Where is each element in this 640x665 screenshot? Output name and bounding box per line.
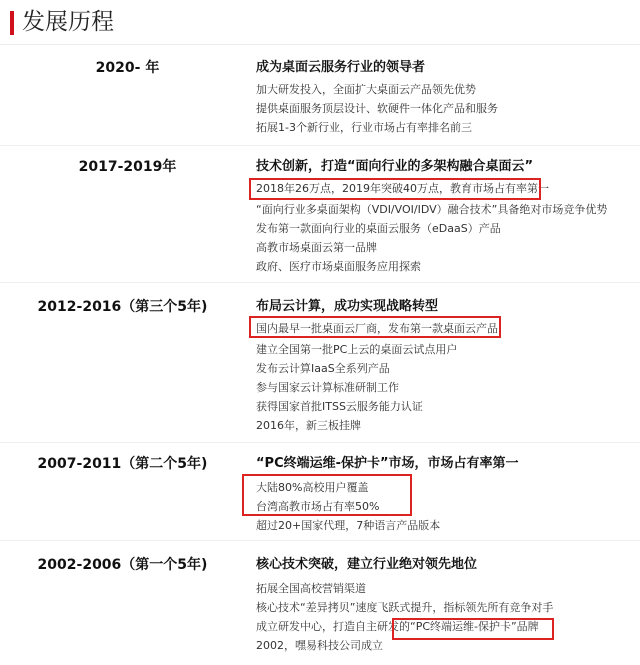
period-year: 2007-2011（第二个5年) (37, 456, 208, 472)
list-item: 大陆80%高校用户覆盖 (256, 481, 369, 494)
section-divider (0, 145, 640, 146)
highlight-box (249, 316, 501, 338)
list-item: 国内最早一批桌面云厂商，发布第一款桌面云产品 (256, 322, 498, 335)
list-item: 发布第一款面向行业的桌面云服务（eDaaS）产品 (256, 222, 501, 235)
period-heading: 成为桌面云服务行业的领导者 (256, 60, 426, 75)
highlight-box (242, 474, 412, 516)
section-divider (0, 442, 640, 443)
list-item: 台湾高教市场占有率50% (256, 500, 380, 513)
page-title: 发展历程 (22, 9, 114, 35)
header-divider (0, 44, 640, 45)
page-header (0, 0, 640, 44)
list-item: 2018年26万点，2019年突破40万点，教育市场占有率第一 (256, 182, 549, 195)
list-item: 高教市场桌面云第一品牌 (256, 241, 377, 254)
highlight-box (249, 178, 541, 200)
title-accent-bar (10, 11, 14, 35)
list-item: 参与国家云计算标准研制工作 (256, 381, 399, 394)
list-item: 获得国家首批ITSS云服务能力认证 (256, 400, 423, 413)
list-item: 拓展全国高校营销渠道 (256, 582, 366, 595)
list-item: 拓展1-3个新行业，行业市场占有率排名前三 (256, 121, 472, 134)
list-item: 超过20+国家代理，7种语言产品版本 (256, 519, 441, 532)
period-year: 2002-2006（第一个5年) (37, 557, 208, 573)
period-year: 2012-2016（第三个5年) (37, 299, 208, 315)
list-item: 2002，嘿易科技公司成立 (256, 639, 383, 652)
period-heading: 核心技术突破，建立行业绝对领先地位 (256, 557, 478, 572)
list-item: 政府、医疗市场桌面服务应用探索 (256, 260, 421, 273)
list-item: 发布云计算IaaS全系列产品 (256, 362, 390, 375)
period-heading: 布局云计算，成功实现战略转型 (256, 299, 439, 314)
highlight-box (392, 618, 554, 640)
period-heading: “PC终端运维-保护卡”市场，市场占有率第一 (256, 456, 519, 471)
period-year: 2017-2019年 (78, 159, 177, 175)
section-divider (0, 282, 640, 283)
list-item: 提供桌面服务顶层设计、软硬件一体化产品和服务 (256, 102, 498, 115)
section-divider (0, 540, 640, 541)
list-item: “面向行业多桌面架构（VDI/VOI/IDV）融合技术”具备绝对市场竞争优势 (256, 203, 608, 216)
list-item: 2016年，新三板挂牌 (256, 419, 361, 432)
list-item: 加大研发投入，全面扩大桌面云产品领先优势 (256, 83, 476, 96)
list-item: 核心技术“差异拷贝”速度飞跃式提升，指标领先所有竞争对手 (256, 601, 554, 614)
period-heading: 技术创新，打造“面向行业的多架构融合桌面云” (256, 159, 534, 174)
period-year: 2020- 年 (95, 60, 160, 76)
list-item: 成立研发中心，打造自主研发的“PC终端运维-保护卡”品牌 (256, 620, 539, 633)
list-item: 建立全国第一批PC上云的桌面云试点用户 (256, 343, 458, 356)
